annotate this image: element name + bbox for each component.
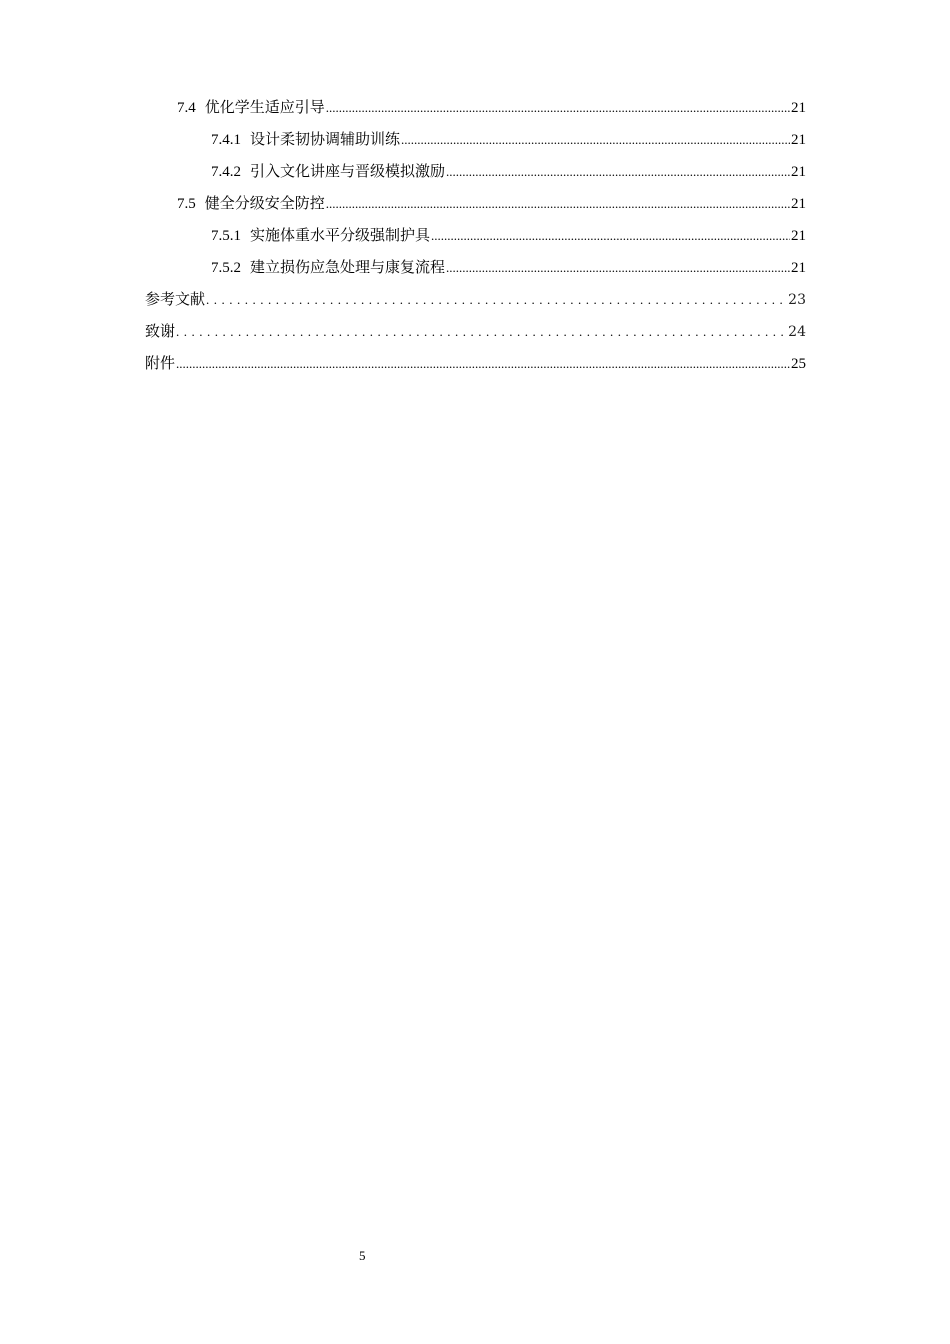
dot-leader [446,256,790,280]
toc-entry-title: 致谢 [145,322,176,340]
toc-entry-page: 21 [791,164,806,180]
toc-entry-page: 24 [788,324,806,340]
dot-leader [206,288,787,312]
toc-entry-page: 25 [791,356,806,372]
toc-entry-title: 附件 [145,354,176,372]
toc-entry-page: 21 [791,132,806,148]
toc-entry-page: 21 [791,196,806,212]
toc-entry-number: 7.4 [177,100,196,116]
toc-entry-7-5-1[interactable] [145,223,806,255]
toc-entry-references[interactable] [145,287,806,319]
toc-entry-title: 优化学生适应引导 [204,98,325,116]
toc-entry-title: 健全分级安全防控 [204,194,325,212]
toc-entry-number: 7.4.2 [211,164,241,180]
page-number: 5 [359,1248,366,1263]
dot-leader [176,320,787,344]
toc-entry-page: 23 [788,292,806,308]
toc-entry-number: 7.5.1 [211,228,241,244]
dot-leader [431,224,790,248]
toc-entry-title: 引入文化讲座与晋级模拟激励 [250,162,446,180]
toc-entry-title: 参考文献 [145,290,206,308]
toc-entry-acknowledgements[interactable] [145,319,806,351]
toc-entry-7-4[interactable] [145,95,806,127]
toc-entry-title: 建立损伤应急处理与康复流程 [250,258,446,276]
dot-leader [446,160,790,184]
toc-entry-7-4-2[interactable] [145,159,806,191]
toc-entry-7-5[interactable] [145,191,806,223]
toc-entry-7-5-2[interactable] [145,255,806,287]
toc-entry-page: 21 [791,228,806,244]
dot-leader [401,128,790,152]
toc-entry-7-4-1[interactable] [145,127,806,159]
toc-entry-number: 7.4.1 [211,132,241,148]
toc-entry-title: 设计柔韧协调辅助训练 [250,130,401,148]
toc-entry-page: 21 [791,100,806,116]
dot-leader [326,192,790,216]
toc-entry-title: 实施体重水平分级强制护具 [250,226,431,244]
toc-entry-number: 7.5 [177,196,196,212]
table-of-contents [145,95,806,383]
toc-entry-page: 21 [791,260,806,276]
toc-entry-number: 7.5.2 [211,260,241,276]
toc-entry-appendix[interactable] [145,351,806,383]
dot-leader [176,352,790,376]
dot-leader [326,96,790,120]
